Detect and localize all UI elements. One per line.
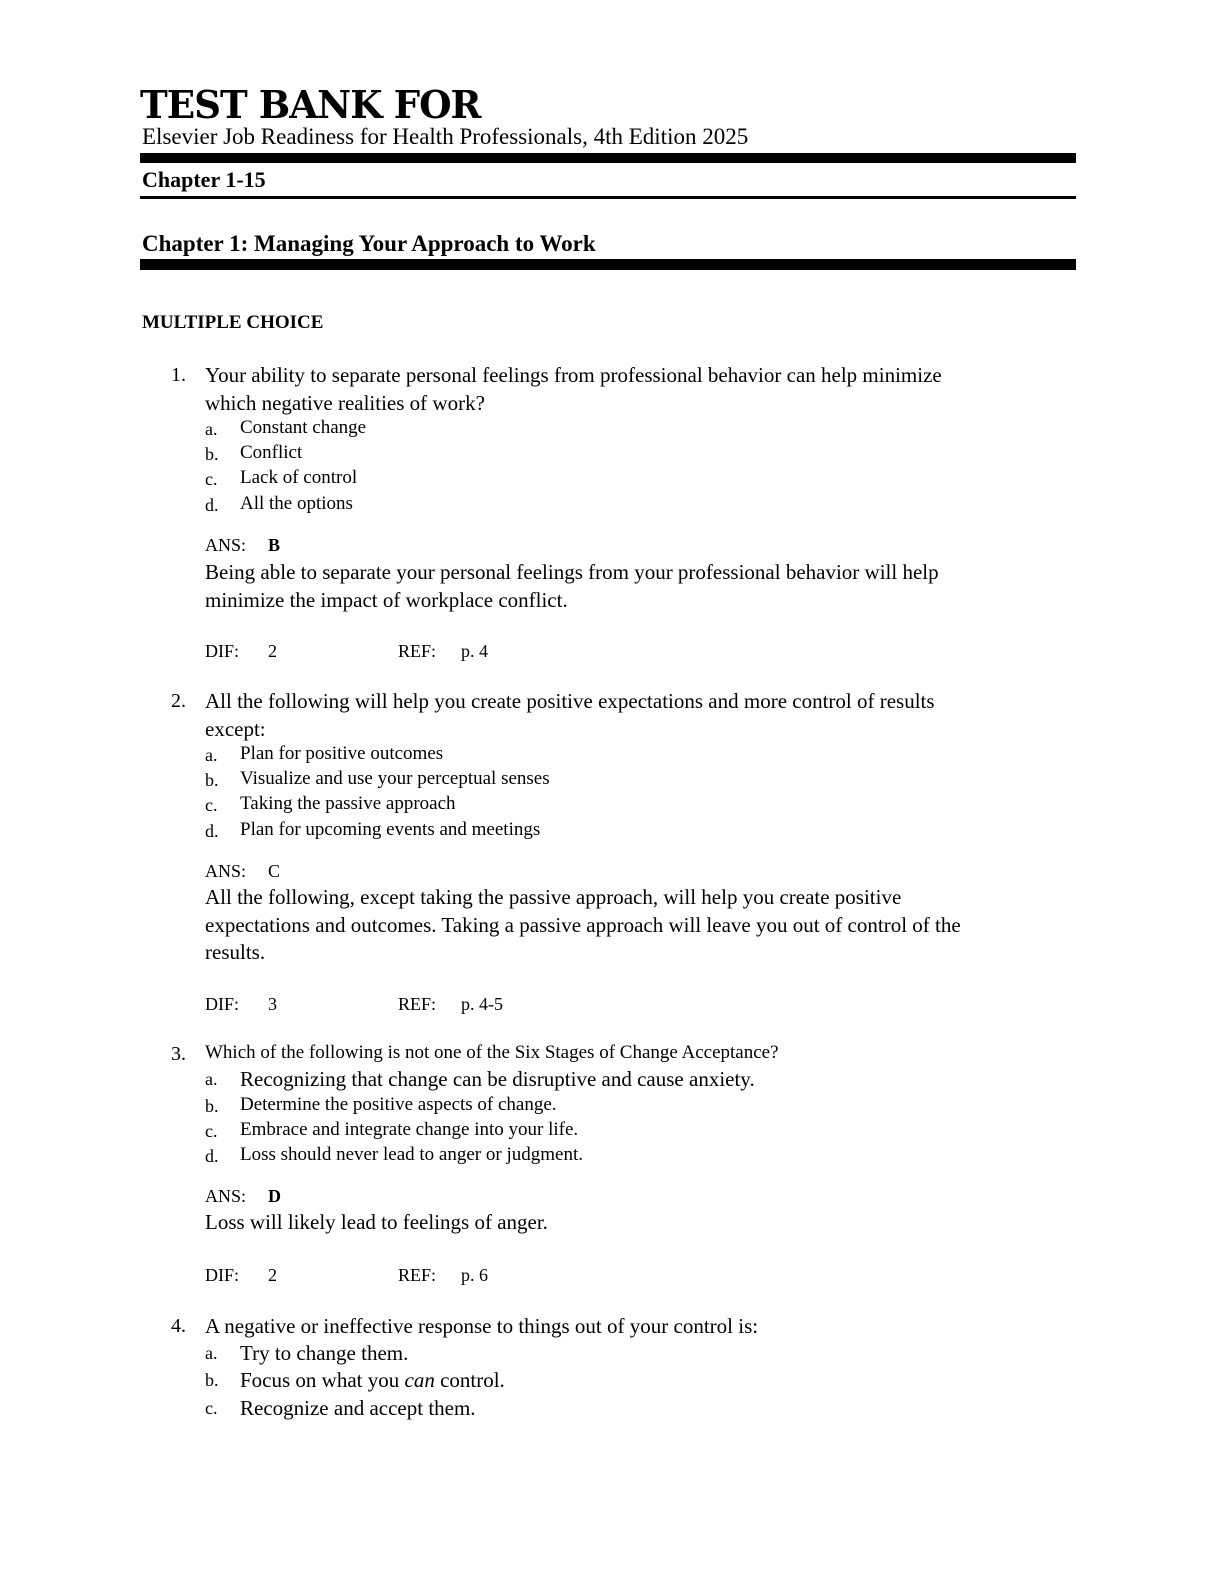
option-letter: b. xyxy=(205,1096,219,1116)
option-text: All the options xyxy=(240,493,353,514)
option-text: Try to change them. xyxy=(240,1341,409,1365)
option-letter: d. xyxy=(205,1146,219,1166)
explanation-line: minimize the impact of workplace conflict. xyxy=(205,588,568,612)
option-text-part: control. xyxy=(434,1368,505,1392)
option-letter: d. xyxy=(205,821,219,841)
option-text: Loss should never lead to anger or judgment. xyxy=(240,1144,583,1165)
question-text-line: except: xyxy=(205,717,266,741)
answer-label: ANS: xyxy=(205,1186,247,1206)
option-text-part: Focus on what you xyxy=(240,1368,405,1392)
section-heading: MULTIPLE CHOICE xyxy=(142,312,324,333)
difficulty-label: DIF: xyxy=(205,641,240,661)
explanation-line: expectations and outcomes. Taking a passive approach will leave you out of control of the xyxy=(205,913,961,937)
question-number: 4. xyxy=(171,1315,186,1337)
difficulty-label: DIF: xyxy=(205,1265,240,1285)
explanation-line: Being able to separate your personal feelings from your professional behavior will help xyxy=(205,560,939,584)
chapter-title: Chapter 1: Managing Your Approach to Work xyxy=(142,231,596,256)
question-number: 2. xyxy=(171,690,186,712)
option-letter: a. xyxy=(205,419,218,439)
option-letter: a. xyxy=(205,1069,218,1089)
reference-label: REF: xyxy=(398,641,437,661)
header-rule-thick xyxy=(140,153,1076,163)
difficulty-value: 3 xyxy=(268,994,277,1014)
option-text: Embrace and integrate change into your life. xyxy=(240,1119,579,1140)
option-letter: c. xyxy=(205,795,218,815)
reference-value: p. 6 xyxy=(461,1265,488,1285)
reference-label: REF: xyxy=(398,994,437,1014)
explanation-line: All the following, except taking the passive approach, will help you create positive xyxy=(205,885,902,909)
option-letter: a. xyxy=(205,745,218,765)
explanation-line: Loss will likely lead to feelings of anger. xyxy=(205,1210,548,1234)
answer-value: D xyxy=(268,1186,281,1206)
question-text-line: Your ability to separate personal feelings from professional behavior can help minimize xyxy=(205,363,942,387)
question-number: 1. xyxy=(171,364,186,386)
option-text: Recognizing that change can be disruptive and cause anxiety. xyxy=(240,1067,755,1091)
option-text: Conflict xyxy=(240,442,303,463)
explanation-line: results. xyxy=(205,940,266,964)
chapter-rule xyxy=(140,259,1076,270)
option-text: Taking the passive approach xyxy=(240,793,456,814)
option-text: Lack of control xyxy=(240,467,358,488)
option-letter: b. xyxy=(205,770,219,790)
chapter-range: Chapter 1-15 xyxy=(142,167,266,192)
option-letter: c. xyxy=(205,1398,218,1418)
reference-value: p. 4-5 xyxy=(461,994,503,1014)
answer-value: B xyxy=(268,535,281,555)
reference-label: REF: xyxy=(398,1265,437,1285)
answer-label: ANS: xyxy=(205,861,247,881)
option-text: Plan for positive outcomes xyxy=(240,743,444,764)
option-letter: c. xyxy=(205,469,218,489)
option-letter: b. xyxy=(205,444,219,464)
option-letter: d. xyxy=(205,495,219,515)
option-text xyxy=(240,1368,505,1393)
question-text-line: which negative realities of work? xyxy=(205,391,485,415)
option-letter: a. xyxy=(205,1343,218,1363)
question-text-line: A negative or ineffective response to things out of your control is: xyxy=(205,1314,759,1338)
reference-value: p. 4 xyxy=(461,641,488,661)
question-number: 3. xyxy=(171,1043,186,1065)
difficulty-value: 2 xyxy=(268,1265,277,1285)
option-text: Determine the positive aspects of change. xyxy=(240,1094,557,1115)
difficulty-label: DIF: xyxy=(205,994,240,1014)
option-letter: b. xyxy=(205,1370,219,1390)
question-text-line: All the following will help you create positive expectations and more control of results xyxy=(205,689,935,713)
option-text: Plan for upcoming events and meetings xyxy=(240,819,541,840)
document-subtitle: Elsevier Job Readiness for Health Professionals, 4th Edition 2025 xyxy=(142,124,749,149)
option-letter: c. xyxy=(205,1121,218,1141)
option-text: Recognize and accept them. xyxy=(240,1396,476,1420)
question-text-line: Which of the following is not one of the Six Stages of Change Acceptance? xyxy=(205,1042,779,1063)
header-rule-thin xyxy=(140,196,1076,199)
answer-value: C xyxy=(268,861,281,881)
difficulty-value: 2 xyxy=(268,641,277,661)
option-text: Constant change xyxy=(240,417,367,438)
option-text-emphasis: can xyxy=(404,1368,435,1392)
answer-label: ANS: xyxy=(205,535,247,555)
option-text: Visualize and use your perceptual senses xyxy=(240,768,550,789)
document-title: TEST BANK FOR xyxy=(140,82,481,127)
